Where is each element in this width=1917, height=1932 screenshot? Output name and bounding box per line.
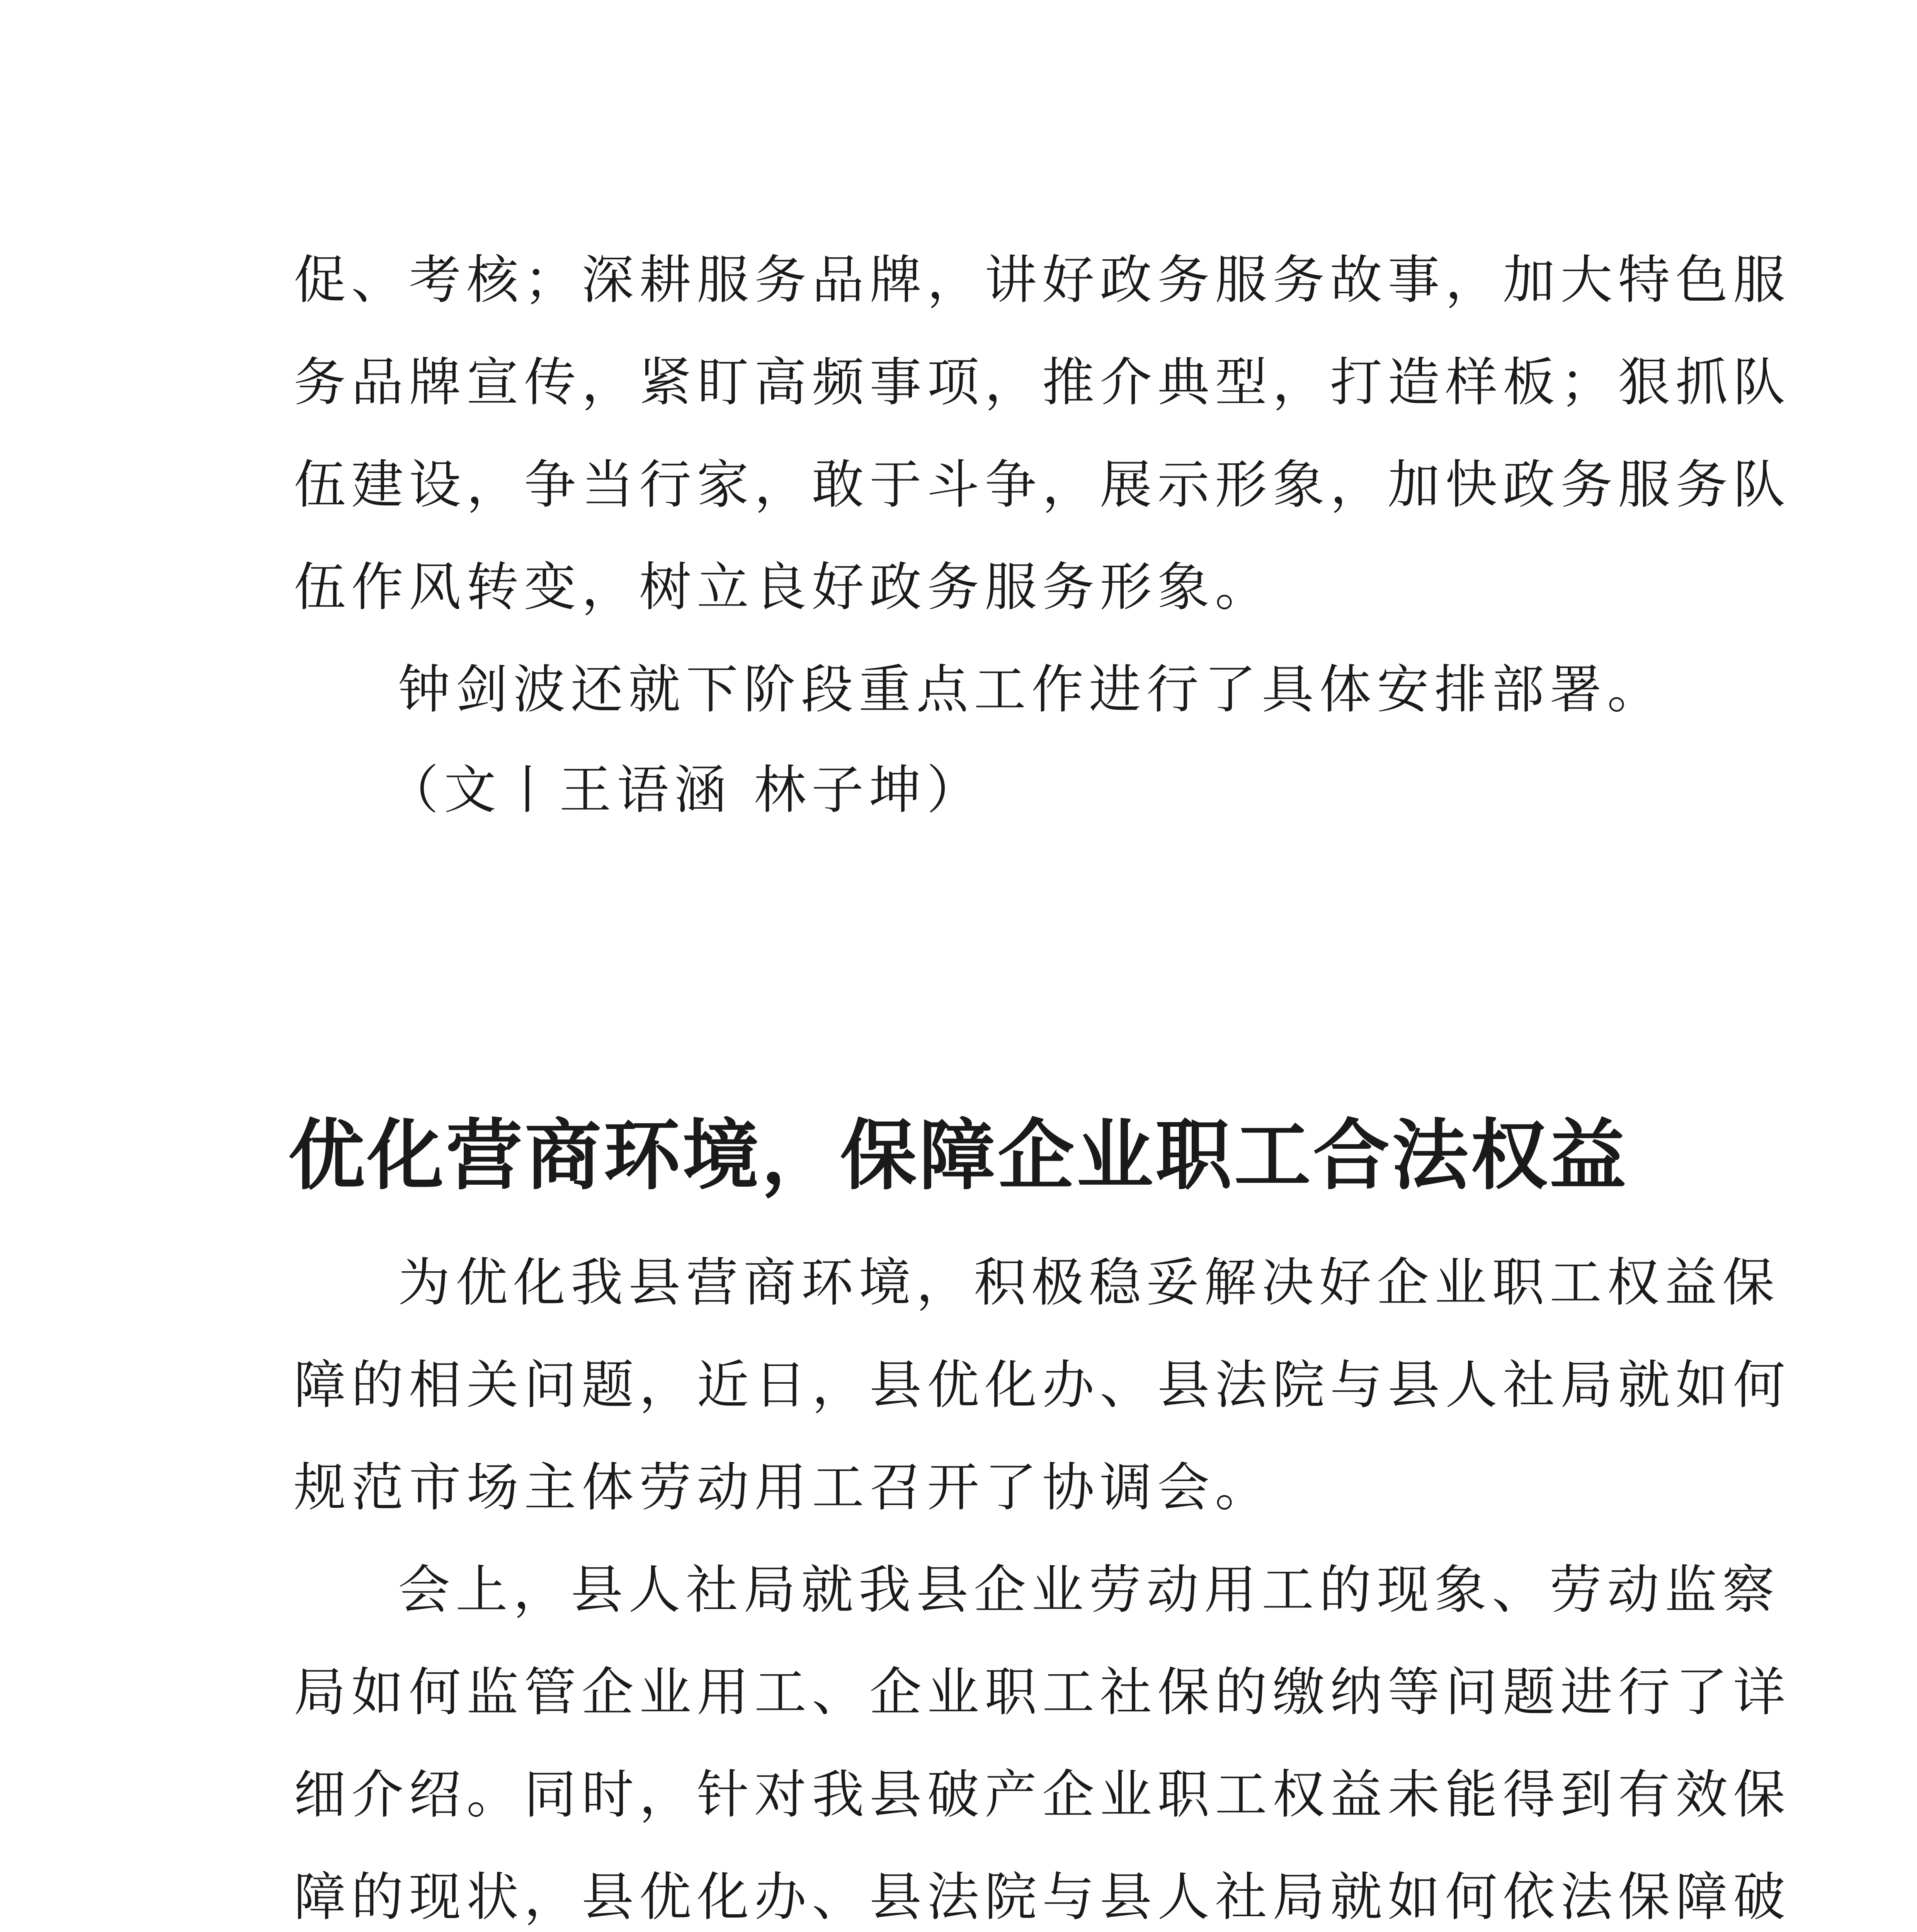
prev-article-line-2: 务品牌宣传，紧盯高频事项，推介典型，打造样板；狠抓队 xyxy=(294,352,1791,413)
article-title: 优化营商环境，保障企业职工合法权益 xyxy=(288,1110,1628,1200)
prev-article-closing: 钟剑波还就下阶段重点工作进行了具体安排部署。 xyxy=(398,659,1665,720)
prev-article-byline: （文丨王语涵 林子坤） xyxy=(386,760,984,820)
paragraph-2-line-2: 局如何监管企业用工、企业职工社保的缴纳等问题进行了详 xyxy=(294,1662,1791,1723)
paragraph-2-line-4: 障的现状，县优化办、县法院与县人社局就如何依法保障破 xyxy=(294,1867,1791,1927)
paragraph-1-line-3: 规范市场主体劳动用工召开了协调会。 xyxy=(294,1457,1272,1518)
prev-article-line-3: 伍建设，争当行家，敢于斗争，展示形象，加快政务服务队 xyxy=(294,454,1791,515)
paragraph-1-line-2: 障的相关问题，近日，县优化办、县法院与县人社局就如何 xyxy=(294,1355,1791,1415)
paragraph-1-line-1: 为优化我县营商环境，积极稳妥解决好企业职工权益保 xyxy=(398,1252,1780,1313)
paragraph-2-line-3: 细介绍。同时，针对我县破产企业职工权益未能得到有效保 xyxy=(294,1764,1791,1825)
prev-article-line-4: 伍作风转变，树立良好政务服务形象。 xyxy=(294,557,1272,617)
prev-article-line-1: 促、考核；深耕服务品牌，讲好政务服务故事，加大特色服 xyxy=(294,250,1791,310)
paragraph-2-line-1: 会上，县人社局就我县企业劳动用工的现象、劳动监察 xyxy=(398,1560,1780,1620)
